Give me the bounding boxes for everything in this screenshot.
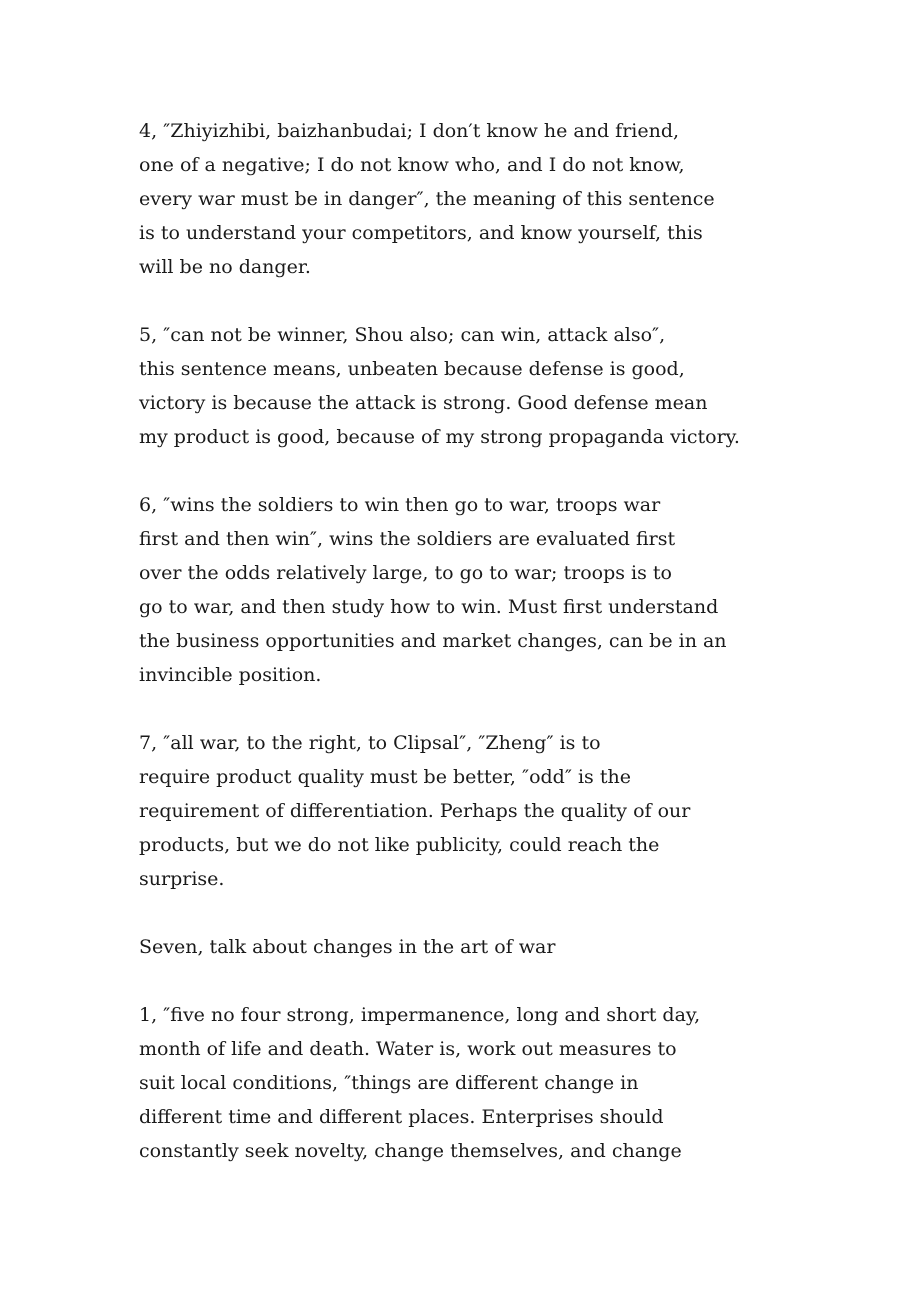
text-line: requirement of differentiation. Perhaps the quality of our [139,800,691,822]
text-line: products, but we do not like publicity, could reach the [139,834,660,856]
text-line: over the odds relatively large, to go to war; troops is to [139,562,672,584]
text-line: the business opportunities and market changes, can be in an [139,630,727,652]
document-page [139,114,799,1202]
text-line: 7, ″all war, to the right, to Clipsal″, ″Zheng″ is to [139,732,601,754]
text-line: 1, ″five no four strong, impermanence, long and short day, [139,1004,701,1026]
text-line: this sentence means, unbeaten because defense is good, [139,358,685,380]
paragraph-item-5 [139,318,799,454]
text-line: month of life and death. Water is, work out measures to [139,1038,677,1060]
text-line: 5, ″can not be winner, Shou also; can win, attack also″, [139,324,666,346]
paragraph-item-1 [139,998,799,1168]
section-heading [139,930,799,964]
text-line: 6, ″wins the soldiers to win then go to war, troops war [139,494,661,516]
text-line: first and then win″, wins the soldiers are evaluated first [139,528,676,550]
text-line: victory is because the attack is strong. Good defense mean [139,392,708,414]
text-line: my product is good, because of my strong propaganda victory. [139,426,740,448]
text-line: one of a negative; I do not know who, and I do not know, [139,154,685,176]
text-line: go to war, and then study how to win. Must first understand [139,596,719,618]
text-line: suit local conditions, ″things are different change in [139,1072,639,1094]
paragraph-item-7 [139,726,799,896]
text-line: 4, ″Zhiyizhibi, baizhanbudai; I don′t know he and friend, [139,120,680,142]
paragraph-item-6 [139,488,799,692]
text-line: constantly seek novelty, change themselves, and change [139,1140,682,1162]
text-line: require product quality must be better, ″odd″ is the [139,766,631,788]
text-line: will be no danger. [139,256,311,278]
text-line: invincible position. [139,664,322,686]
text-line: every war must be in danger″, the meaning of this sentence [139,188,715,210]
text-line: is to understand your competitors, and know yourself, this [139,222,703,244]
paragraph-item-4 [139,114,799,284]
heading-line: Seven, talk about changes in the art of war [139,936,556,958]
text-line: surprise. [139,868,225,890]
text-line: different time and different places. Enterprises should [139,1106,664,1128]
